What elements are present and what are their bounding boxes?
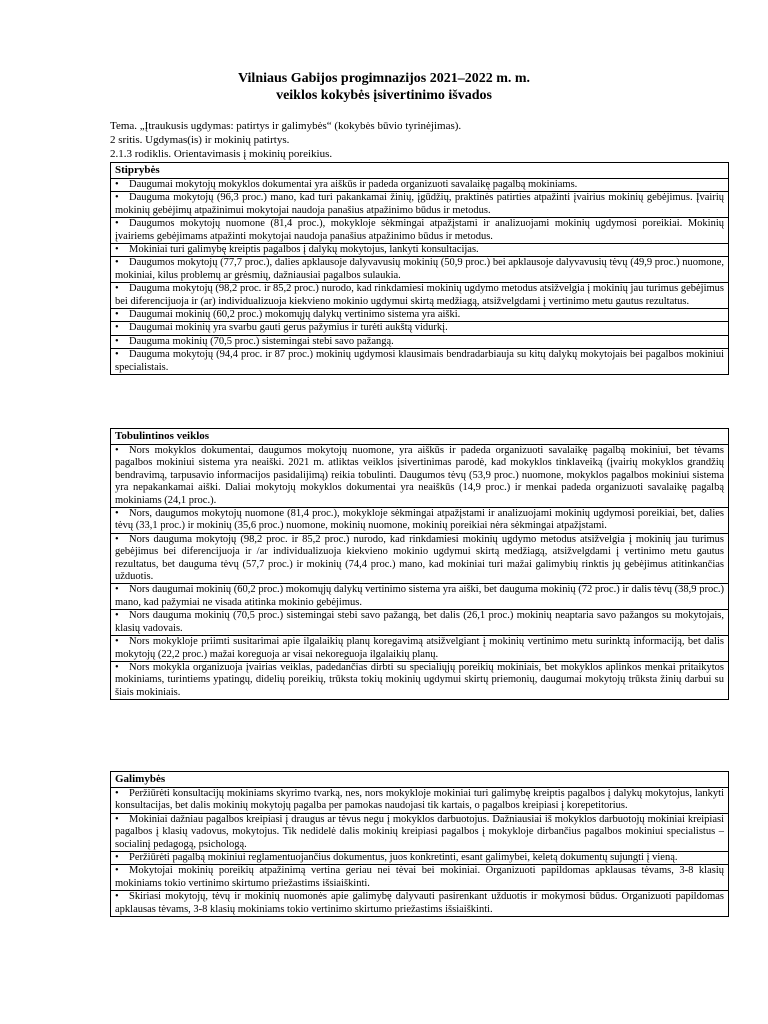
list-item: • Nors mokyklos dokumentai, daugumos mokytojų nuomone, yra aiškūs ir padeda organizuoti savalaikę pagalbą mokiniui, bet tėvams pagalbos mokiniui sistema yra neaiški. 2021 m. atliktas veiklos įsivertinimas parodė, kad mokyklos tinklaveiką (įvairių mokyklos grandžių bendravimą, tarpusavio informacijos pasidalijimą) reikia tobulinti. Daugumos tėvų (53,9 proc.) nuomone, mokyklos pagalbos mokiniui sistema yra nepakankamai aiški. Daliai mokytojų mokyklos dokumentai yra neaiškūs (14,9 proc.) ir menkai padeda organizuoti savalaikę pagalbą mokiniams (24,1 proc.). — [111, 445, 728, 508]
list-item: • Nors mokykla organizuoja įvairias veiklas, padedančias dirbti su specialiųjų poreikių mokiniais, bet mokyklos aplinkos menkai pritaikytos mokiniams, turintiems ypatingų, didelių poreikių, trūksta tokių mokinių ugdymui skirtų priemonių, daugumai mokytojų trūksta žinių darbui su šiais mokiniais. — [115, 661, 724, 698]
list-item: • Dauguma mokinių (70,5 proc.) sistemingai stebi savo pažangą. — [111, 336, 728, 349]
list-item: • Peržiūrėti konsultacijų mokiniams skyrimo tvarką, nes, nors mokykloje mokiniai turi galimybę kreiptis pagalbos į dalykų mokytojus, lankyti konsultacijas, bet dalis mokinių mokytojų pagalba per pamokas naudojasi tik kartais, o pagalbos kreipiasi į korepetitorius. — [111, 788, 728, 814]
list-item: • Daugumos mokytojų (77,7 proc.), dalies apklausoje dalyvavusių mokinių (50,9 proc.) bei apklausoje dalyvavusių tėvų (49,9 proc.) nuomone, mokiniai, kilus problemų ar grėsmių, dažniausiai pagalbos sulaukia. — [111, 257, 728, 283]
intro-theme: Tema. „Įtraukusis ugdymas: patirtys ir galimybės“ (kokybės būvio tyrinėjimas). — [110, 120, 462, 132]
bullet-icon: • — [115, 661, 119, 673]
bullet-icon: • — [115, 788, 119, 799]
section-heading: Tobulintinos veiklos — [111, 429, 728, 445]
list-item: • Mokiniai dažniau pagalbos kreipiasi į draugus ar tėvus negu į mokyklos darbuotojus. Dažniausiai iš mokyklos darbuotojų mokiniai kreipiasi pagalbos į klasių vadovus, mokytojus. Tik nedidelė dalis mokinių kreipiasi pagalbos į mokykloje dirbančius pagalbos mokiniui specialistus – socialinį pedagogą, psichologą. — [111, 814, 728, 852]
list-item: • Nors dauguma mokinių (70,5 proc.) sistemingai stebi savo pažangą, bet dalis (26,1 proc.) mokinių neaptaria savo pažangos su mokytojais, klasių vadovais. — [111, 610, 728, 636]
list-item: • Daugumai mokinių (60,2 proc.) mokomųjų dalykų vertinimo sistema yra aiški. — [111, 309, 728, 322]
bullet-icon: • — [115, 218, 119, 230]
section-opportunities — [110, 771, 729, 917]
section-heading: Stiprybės — [111, 163, 728, 179]
list-item: • Skiriasi mokytojų, tėvų ir mokinių nuomonės apie galimybę dalyvauti pasirenkant užduotis ir mokymosi būdus. Organizuoti papildomas apklausas tėvams, 3-8 klasių mokiniams tokio vertinimo skirtumo priežastims išsiaiškinti. — [115, 891, 724, 915]
bullet-icon: • — [115, 257, 119, 269]
list-item: • Mokiniai turi galimybę kreiptis pagalbos į dalykų mokytojus, lankyti konsultacijas. — [111, 244, 728, 257]
list-item: • Mokytojai mokinių poreikių atpažinimą vertina geriau nei tėvai bei mokiniai. Organizuoti papildomas apklausas tėvams, 3-8 klasių mokiniams tokio vertinimo skirtumo priežastims išsiaiškinti. — [111, 865, 728, 891]
section-heading: Galimybės — [111, 772, 728, 788]
bullet-icon: • — [115, 244, 119, 256]
list-item: • Peržiūrėti pagalbą mokiniui reglamentuojančius dokumentus, juos konkretinti, esant galimybei, keletą dokumentų sujungti į vieną. — [111, 852, 728, 865]
document-title-line-2: veiklos kokybės įsivertinimo išvados — [276, 88, 492, 103]
bullet-icon: • — [115, 192, 119, 204]
bullet-icon: • — [115, 445, 119, 456]
bullet-icon: • — [115, 891, 119, 903]
bullet-icon: • — [115, 283, 119, 295]
bullet-icon: • — [115, 349, 119, 361]
bullet-icon: • — [115, 584, 119, 596]
bullet-icon: • — [115, 636, 119, 648]
bullet-icon: • — [115, 335, 119, 347]
document-title-line-1: Vilniaus Gabijos progimnazijos 2021–2022 m. m. — [237, 71, 531, 86]
list-item: • Daugumai mokinių yra svarbu gauti gerus pažymius ir turėti aukštą vidurkį. — [111, 322, 728, 335]
list-item: • Daugumai mokytojų mokyklos dokumentai yra aiškūs ir padeda organizuoti savalaikę pagalbą mokiniams. — [111, 179, 728, 192]
list-item: • Nors, daugumos mokytojų nuomone (81,4 proc.), mokykloje sėkmingai atpažįstami ir analizuojami mokinių ugdymosi poreikiai, bet, dalies tėvų (33,1 proc.) ir mokinių (35,6 proc.) nuomone, mokinių nuomone, mokinių poreikiai nėra sėkmingai atpažįstami. — [111, 508, 728, 534]
list-item: • Nors dauguma mokytojų (98,2 proc. ir 85,2 proc.) nurodo, kad rinkdamiesi mokinių ugdymo metodus atsižvelgia į mokinių jau turimus gebėjimus bei diferencijuoja ir /ar individualizuoja kiekvieno mokinio ugdymui skirtą medžiagą, atsižvelgdami į vertinimo metu gautus rezultatus, bet dauguma tėvų (57,7 proc.) ir mokinių (74,4 proc.) mano, kad mokiniai turi mažai galimybių rinktis jų gebėjimus atitinkančias užduotis. — [111, 534, 728, 585]
bullet-icon: • — [115, 179, 119, 190]
list-item: • Daugumos mokytojų nuomone (81,4 proc.), mokykloje sėkmingai atpažįstami ir analizuojami mokinių ugdymosi poreikiai. Mokinių įvairiems gebėjimams atpažinti mokytojai naudoja panašius atpažinimo būdus ir metodus. — [111, 218, 728, 244]
list-item: • Dauguma mokytojų (98,2 proc. ir 85,2 proc.) nurodo, kad rinkdamiesi mokinių ugdymo metodus atsižvelgia į mokinių jau turimus gebėjimus bei diferencijuoja ir (ar) individualizuoja kiekvieno mokinio ugdymui skirtą medžiagą, atsižvelgdami į vertinimo metu gautus rezultatus. — [111, 283, 728, 309]
bullet-icon: • — [115, 533, 119, 545]
list-item: • Dauguma mokytojų (94,4 proc. ir 87 proc.) mokinių ugdymosi klausimais bendradarbiauja su kitų dalykų mokytojais bei pagalbos mokiniui specialistais. — [115, 349, 724, 373]
intro-area: 2 sritis. Ugdymas(is) ir mokinių patirtys. — [110, 134, 290, 146]
bullet-icon: • — [115, 322, 119, 334]
bullet-icon: • — [115, 865, 119, 877]
bullet-icon: • — [115, 813, 119, 825]
section-improvements — [110, 428, 729, 700]
bullet-icon: • — [115, 852, 119, 864]
bullet-icon: • — [115, 610, 119, 622]
bullet-icon: • — [115, 309, 119, 321]
bullet-icon: • — [115, 508, 119, 520]
section-strengths — [110, 162, 729, 375]
list-item: • Nors daugumai mokinių (60,2 proc.) mokomųjų dalykų vertinimo sistema yra aiški, bet dauguma mokinių (72 proc.) ir dalis tėvų (38,9 proc.) mano, kad pažymiai ne visada atitinka mokinio gebėjimus. — [111, 584, 728, 610]
list-item: • Nors mokykloje priimti susitarimai apie ilgalaikių planų koregavimą atsižvelgiant į mokinių vertinimo metu surinktą informaciją, bet dalis mokytojų (22,2 proc.) mažai koreguoja ar visai nekoreguoja ilgalaikių planų. — [111, 636, 728, 662]
intro-indicator: 2.1.3 rodiklis. Orientavimasis į mokinių poreikius. — [110, 148, 333, 160]
list-item: • Dauguma mokytojų (96,3 proc.) mano, kad turi pakankamai žinių, įgūdžių, praktinės patirties atpažinti įvairius mokinių gebėjimus. Įvairių mokinių gebėjimų atpažinimui mokytojai naudoja panašius atpažinimo būdus ir metodus. — [111, 192, 728, 218]
